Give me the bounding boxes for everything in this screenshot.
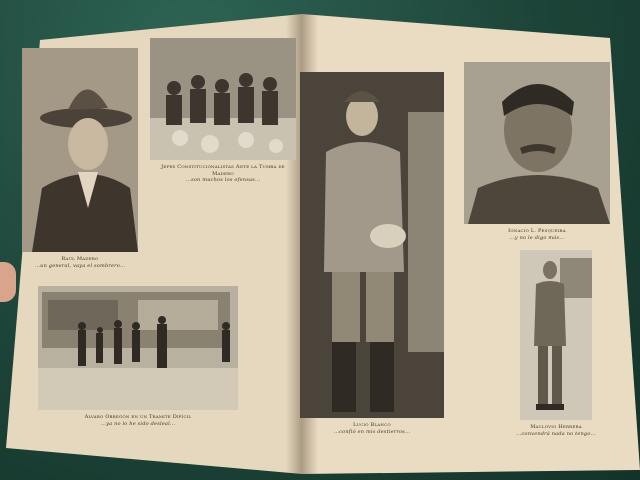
caption-portrait-hat [22,256,138,269]
photo-standing-soldier [300,72,444,418]
caption-quote: ...confió en mis destierros... [333,428,411,435]
caption-group-tomb [150,164,296,184]
caption-name: Álvaro Obregón en un Tramite Difícil [84,414,192,420]
caption-name: Maclovio Herrera [530,424,582,430]
caption-name: Lucio Blanco [353,422,391,428]
caption-quote: ...ya no lo he sido desleal... [100,420,176,427]
photo-train-station [38,286,238,410]
photo-group-tomb [150,38,296,160]
caption-portrait-mustache [464,228,610,241]
caption-quote: ...y no le digo más... [509,234,565,241]
caption-name: Ignacio L. Pesqueira [508,228,566,234]
photo-portrait-hat [22,48,138,252]
caption-train-station [38,414,238,427]
holding-thumb [0,262,16,302]
caption-standing-officer [500,424,612,437]
caption-quote: ...convendrá nada no tengo... [516,430,596,437]
caption-name: Jefes Constitucionalistas Ante la Tumba de Madero [161,164,285,177]
caption-standing-soldier [300,422,444,435]
photo-standing-officer [520,250,592,420]
caption-quote: ...un general, vaya el sombrero... [34,262,126,269]
caption-quote: ...son muchos los ofensas... [185,177,261,183]
caption-name: Raúl Madero [61,256,99,262]
photo-portrait-mustache [464,62,610,224]
